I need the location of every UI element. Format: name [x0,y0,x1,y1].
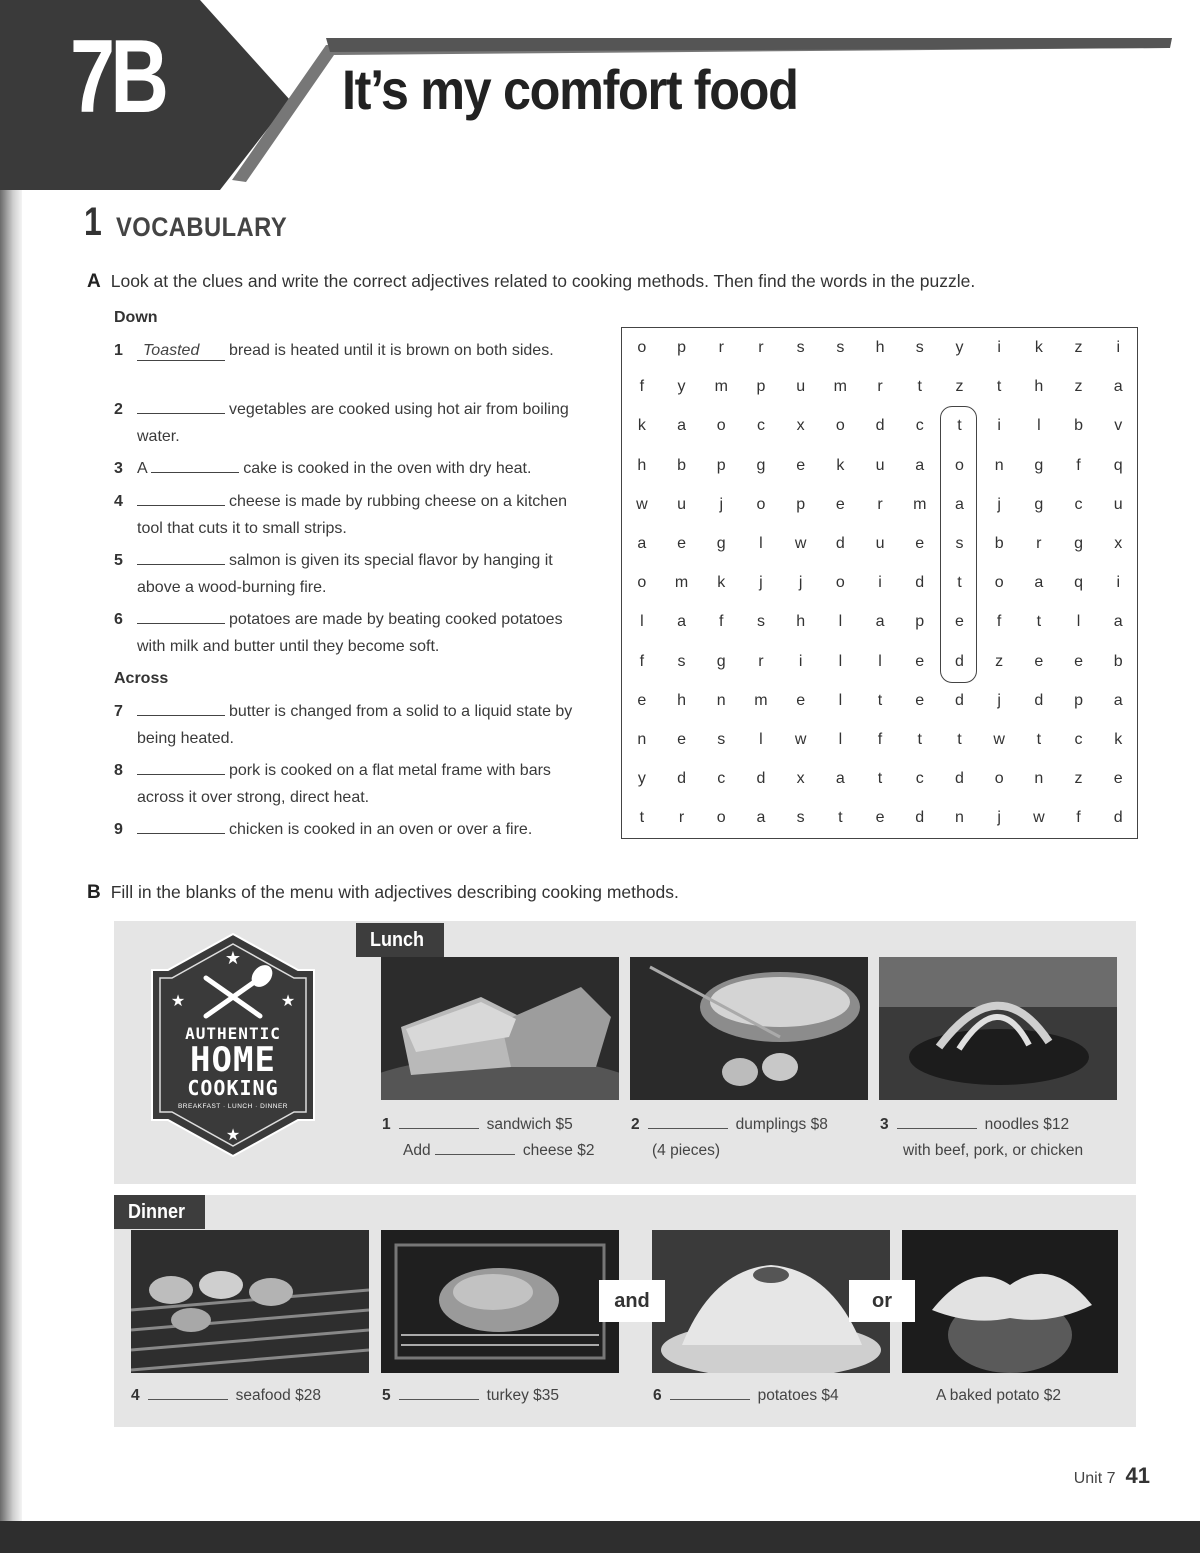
puzzle-cell[interactable]: z [1074,339,1083,356]
puzzle-cell[interactable]: s [756,613,765,631]
puzzle-cell[interactable]: b [677,456,686,474]
puzzle-cell[interactable]: u [875,456,885,474]
logo-line4: BREAKFAST · LUNCH · DINNER [177,1103,289,1110]
exercise-b-letter: B [87,882,101,903]
puzzle-cell[interactable]: e [1113,770,1123,788]
puzzle-cell[interactable]: l [640,613,644,631]
clue-down-3 [114,455,584,482]
puzzle-cell[interactable]: d [954,770,964,788]
puzzle-cell[interactable]: f [719,613,724,631]
puzzle-cell[interactable]: s [677,652,686,670]
menu-blank-1[interactable] [399,1114,479,1129]
puzzle-cell[interactable]: a [677,613,686,631]
puzzle-cell[interactable]: k [717,574,726,592]
puzzle-cell[interactable]: r [718,339,724,356]
puzzle-cell[interactable]: o [994,574,1004,592]
puzzle-cell[interactable]: o [835,574,845,592]
clue-text: pork is cooked on a flat metal frame with bars across it over strong, direct heat. [137,762,551,806]
answer-field[interactable] [137,489,225,506]
clue-number: 1 [114,342,123,359]
puzzle-cell[interactable]: t [996,378,1002,396]
footer-bar [0,1521,1200,1553]
puzzle-cell[interactable]: o [637,574,647,592]
lunch-tab: Lunch [356,923,444,957]
puzzle-cell[interactable]: n [716,691,726,709]
puzzle-cell[interactable]: a [1113,378,1123,396]
puzzle-cell[interactable]: f [1076,456,1081,474]
puzzle-cell[interactable]: t [877,691,883,709]
logo-line3: COOKING [187,1076,279,1100]
section-title: VOCABULARY [116,212,288,242]
puzzle-cell[interactable]: e [637,691,647,709]
puzzle-cell[interactable]: d [915,809,925,827]
dinner-item-4: 4 seafood $28 [131,1387,321,1404]
section-number: 1 [84,200,102,244]
puzzle-cell[interactable]: e [1074,652,1083,670]
answer-field[interactable]: Toasted [137,342,225,361]
puzzle-cell[interactable]: i [997,339,1001,356]
puzzle-cell[interactable]: d [954,691,964,709]
puzzle-cell[interactable]: e [796,456,806,474]
puzzle-cell[interactable]: f [639,378,645,396]
clue-text: chicken is cooked in an oven or over a fire. [229,821,533,838]
puzzle-cell[interactable]: p [915,613,925,631]
exercise-a-text: Look at the clues and write the correct adjectives related to cooking methods. Then find the words in the puzzle. [110,271,976,291]
puzzle-cell[interactable]: b [994,535,1004,552]
puzzle-cell[interactable]: j [759,574,763,592]
puzzle-cell[interactable]: s [717,731,726,748]
clue-number: 9 [114,821,123,838]
puzzle-cell[interactable]: h [796,613,806,631]
puzzle-cell[interactable]: w [993,731,1005,748]
puzzle-cell[interactable]: e [1034,652,1044,670]
puzzle-cell[interactable]: d [915,574,925,592]
puzzle-cell[interactable]: l [838,652,843,670]
puzzle-cell[interactable]: i [1116,574,1121,592]
puzzle-cell[interactable]: m [833,378,847,396]
clue-text: cheese is made by rubbing cheese on a kitchen tool that cuts it to small strips. [137,493,567,537]
puzzle-cell[interactable]: a [637,535,647,552]
puzzle-cell[interactable]: g [716,652,726,670]
answer-field[interactable] [151,456,239,473]
svg-text:★: ★ [170,991,186,1010]
puzzle-cell[interactable]: d [1034,691,1044,709]
puzzle-cell[interactable]: d [677,770,686,788]
puzzle-cell[interactable]: x [1114,535,1123,552]
puzzle-cell[interactable]: w [1033,809,1045,827]
puzzle-cell[interactable]: p [1074,691,1083,709]
menu-blank-5[interactable] [399,1385,479,1400]
puzzle-cell[interactable]: z [1074,378,1083,396]
puzzle-cell[interactable]: d [954,652,964,670]
puzzle-cell[interactable]: p [677,339,686,356]
lunch-item-3: 3 noodles $12 [880,1116,1070,1133]
puzzle-cell[interactable]: l [759,535,763,552]
puzzle-cell[interactable]: d [756,770,766,788]
puzzle-cell[interactable]: n [1034,770,1044,788]
photo-steamed-dumplings [630,957,868,1100]
puzzle-cell[interactable]: j [719,495,724,513]
puzzle-cell[interactable]: a [875,613,885,631]
puzzle-cell[interactable]: g [756,456,766,474]
puzzle-cell[interactable]: u [796,378,806,396]
puzzle-cell[interactable]: d [875,417,885,435]
clue-text: potatoes are made by beating cooked potatoes with milk and butter until they become soft. [137,611,563,655]
exercise-a-instruction [87,271,975,293]
exercise-b-text: Fill in the blanks of the menu with adjectives describing cooking methods. [110,882,679,902]
puzzle-cell[interactable]: c [717,770,726,788]
puzzle-cell[interactable]: l [838,731,843,748]
puzzle-cell[interactable]: s [796,339,805,356]
puzzle-cell[interactable]: w [794,731,807,748]
puzzle-cell[interactable]: g [1034,456,1044,474]
puzzle-cell[interactable]: f [639,652,645,670]
clue-text: butter is changed from a solid to a liquid state by being heated. [137,703,573,747]
puzzle-cell[interactable]: f [996,613,1002,631]
logo-line2: HOME [190,1040,276,1080]
across-label: Across [114,670,169,687]
puzzle-cell[interactable]: t [917,378,922,396]
clue-down-1 [114,337,584,364]
puzzle-cell[interactable]: t [957,417,962,435]
puzzle-cell[interactable]: t [1036,731,1042,748]
menu-blank-6[interactable] [670,1385,750,1400]
puzzle-cell[interactable]: h [875,339,885,356]
exercise-a-letter: A [87,271,101,292]
clue-text: cake is cooked in the oven with dry heat. [243,460,532,477]
puzzle-cell[interactable]: a [677,417,686,435]
page-title: It’s my comfort food [342,58,798,121]
puzzle-cell[interactable]: v [1114,417,1123,435]
puzzle-cell[interactable]: e [915,652,925,670]
puzzle-cell[interactable]: k [836,456,845,474]
puzzle-cell[interactable]: a [915,456,925,474]
puzzle-cell[interactable]: b [1074,417,1083,435]
puzzle-cell[interactable]: y [637,770,646,788]
clue-text: salmon is given its special flavor by hanging it above a wood-burning fire. [137,552,553,596]
puzzle-cell[interactable]: t [877,770,883,788]
menu-blank-2[interactable] [648,1114,728,1129]
clue-prefix: A [137,460,147,477]
puzzle-cell[interactable]: t [838,809,843,827]
answer-field[interactable] [137,758,225,775]
puzzle-cell[interactable]: o [637,339,647,356]
puzzle-cell[interactable]: l [838,613,843,631]
puzzle-cell[interactable]: n [954,809,964,827]
puzzle-cell[interactable]: a [756,809,766,827]
puzzle-cell[interactable]: t [917,731,922,748]
puzzle-cell[interactable]: e [915,691,925,709]
puzzle-cell[interactable]: h [677,691,686,709]
puzzle-cell[interactable]: m [754,691,768,709]
answer-field[interactable] [137,699,225,716]
puzzle-cell[interactable]: o [994,770,1004,788]
puzzle-cell[interactable]: x [796,417,805,435]
clue-number: 3 [114,460,123,477]
puzzle-cell[interactable]: t [957,731,962,748]
puzzle-cell[interactable]: f [1076,809,1081,827]
puzzle-cell[interactable]: c [915,770,924,788]
puzzle-cell[interactable]: h [1034,378,1044,396]
joiner-or: or [849,1280,915,1322]
clue-across-7 [114,698,584,752]
down-label: Down [114,309,158,326]
clue-across-8 [114,757,584,811]
puzzle-cell[interactable]: t [639,809,645,827]
puzzle-cell[interactable]: c [756,417,765,435]
puzzle-cell[interactable]: l [759,731,763,748]
puzzle-cell[interactable]: d [835,535,845,552]
puzzle-cell[interactable]: m [674,574,689,592]
clue-down-6 [114,606,584,660]
clue-text: bread is heated until it is brown on both sides. [229,342,554,359]
clue-text: vegetables are cooked using hot air from boiling water. [137,401,569,445]
menu-blank-3[interactable] [897,1114,977,1129]
puzzle-cell[interactable]: x [796,770,805,788]
puzzle-cell[interactable]: a [835,770,845,788]
dinner-item-baked-potato: A baked potato $2 [936,1387,1061,1404]
answer-field[interactable] [137,817,225,834]
puzzle-cell[interactable]: z [955,378,964,396]
clue-number: 4 [114,493,123,510]
answer-field[interactable] [137,548,225,565]
puzzle-cell[interactable]: g [1074,535,1083,552]
puzzle-cell[interactable]: n [637,731,647,748]
puzzle-cell[interactable]: y [677,378,686,396]
clue-down-5 [114,547,584,601]
puzzle-cell[interactable]: r [678,809,685,827]
puzzle-cell[interactable]: z [1074,770,1083,788]
puzzle-cell[interactable]: d [1113,809,1123,827]
clue-down-4 [114,488,584,542]
puzzle-cell[interactable]: w [794,535,807,552]
puzzle-cell[interactable]: a [1113,613,1123,631]
unit-code: 7B [70,19,165,135]
puzzle-cell[interactable]: q [1074,574,1083,592]
puzzle-cell[interactable]: c [915,417,924,435]
svg-text:★: ★ [280,991,296,1010]
puzzle-cell[interactable]: s [955,535,964,552]
puzzle-cell[interactable]: o [716,417,726,435]
puzzle-cell[interactable]: e [954,613,964,631]
puzzle-cell[interactable]: j [798,574,803,592]
puzzle-cell[interactable]: e [796,691,806,709]
puzzle-cell[interactable]: c [1074,731,1083,748]
lunch-item-1-addon: Add cheese $2 [403,1142,595,1159]
answer-field[interactable] [137,607,225,624]
puzzle-cell[interactable]: a [1113,691,1123,709]
joiner-and: and [599,1280,665,1322]
puzzle-cell[interactable]: s [836,339,845,356]
puzzle-cell[interactable]: r [758,652,764,670]
puzzle-cell[interactable]: e [835,495,845,513]
puzzle-cell[interactable]: i [798,652,803,670]
puzzle-cell[interactable]: w [636,495,648,513]
clue-number: 5 [114,552,123,569]
puzzle-cell[interactable]: f [877,731,883,748]
puzzle-cell[interactable]: e [677,535,686,552]
puzzle-cell[interactable]: k [1114,731,1123,748]
clue-down-2 [114,396,584,450]
puzzle-cell[interactable]: g [1034,495,1044,513]
puzzle-cell[interactable]: r [1036,535,1042,552]
authentic-home-cooking-logo [148,930,318,1160]
puzzle-cell[interactable]: a [1034,574,1044,592]
puzzle-cell[interactable]: i [997,417,1001,435]
clue-number: 6 [114,611,123,628]
puzzle-cell[interactable]: t [1036,613,1042,631]
puzzle-cell[interactable]: q [1113,456,1123,474]
puzzle-cell[interactable]: o [716,809,726,827]
puzzle-cell[interactable]: j [997,809,1001,827]
lunch-item-2-note: (4 pieces) [652,1142,721,1159]
puzzle-cell[interactable]: m [714,378,728,396]
puzzle-cell[interactable]: e [677,731,686,748]
puzzle-cell[interactable]: s [915,339,924,356]
puzzle-cell[interactable]: j [997,691,1001,709]
puzzle-cell[interactable]: l [1037,417,1041,435]
photo-grilled-seafood [131,1230,369,1373]
puzzle-cell[interactable]: l [878,652,882,670]
puzzle-cell[interactable]: l [1076,613,1081,631]
puzzle-cell[interactable]: s [796,809,805,827]
puzzle-cell[interactable]: r [758,339,764,356]
dinner-item-5: 5 turkey $35 [382,1387,560,1404]
photo-stir-fried-noodles [879,957,1117,1100]
puzzle-cell[interactable]: h [637,456,647,474]
photo-toasted-sandwich [381,957,619,1100]
puzzle-cell[interactable]: u [677,495,686,513]
page-footer [1074,1463,1150,1489]
puzzle-cell[interactable]: r [877,378,883,396]
puzzle-cell[interactable]: a [954,495,964,513]
photo-baked-potato [902,1230,1118,1373]
puzzle-cell[interactable]: u [1113,495,1123,513]
page-number: 41 [1125,1463,1150,1488]
exercise-b-instruction [87,882,679,904]
puzzle-cell[interactable]: i [878,574,882,592]
logo-line1: AUTHENTIC [185,1024,281,1043]
puzzle-cell[interactable]: y [955,339,964,356]
word-search-grid [621,327,1138,839]
puzzle-cell[interactable]: z [995,652,1004,670]
clue-number: 8 [114,762,123,779]
puzzle-cell[interactable]: b [1113,652,1123,670]
menu-blank-4[interactable] [148,1385,228,1400]
word-highlight-toasted [940,406,977,683]
dinner-tab: Dinner [114,1195,205,1229]
puzzle-cell[interactable]: j [997,495,1001,513]
dinner-item-6: 6 potatoes $4 [653,1387,839,1404]
puzzle-cell[interactable]: k [637,417,646,435]
puzzle-cell[interactable]: p [796,495,806,513]
puzzle-cell[interactable]: k [1034,339,1043,356]
clue-number: 2 [114,401,123,418]
menu-blank-1b[interactable] [435,1140,515,1155]
unit-label: Unit 7 [1073,1470,1116,1487]
puzzle-cell[interactable]: l [838,691,843,709]
clue-number: 7 [114,703,123,720]
page-spine-shadow [0,0,22,1553]
puzzle-cell[interactable]: p [756,378,766,396]
puzzle-cell[interactable]: n [994,456,1004,474]
clue-across-9 [114,816,584,843]
puzzle-cell[interactable]: m [913,495,927,513]
lunch-item-3-note: with beef, pork, or chicken [903,1142,1084,1159]
lunch-item-2: 2 dumplings $8 [631,1116,828,1133]
puzzle-cell[interactable]: i [1116,339,1121,356]
puzzle-cell[interactable]: o [756,495,766,513]
answer-field[interactable] [137,397,225,414]
svg-text:★: ★ [225,1125,241,1144]
puzzle-cell[interactable]: p [716,456,726,474]
puzzle-cell[interactable]: g [716,535,726,552]
puzzle-cell[interactable]: o [954,456,964,474]
puzzle-cell[interactable]: c [1074,495,1083,513]
svg-text:★: ★ [224,948,242,969]
puzzle-cell[interactable]: t [957,574,962,592]
puzzle-cell[interactable]: e [875,809,885,827]
photo-roasted-turkey [381,1230,619,1373]
puzzle-cell[interactable]: o [835,417,845,435]
lunch-item-1: 1 sandwich $5 [382,1116,573,1133]
puzzle-cell[interactable]: r [877,495,883,513]
puzzle-cell[interactable]: u [875,535,885,552]
puzzle-cell[interactable]: e [915,535,925,552]
